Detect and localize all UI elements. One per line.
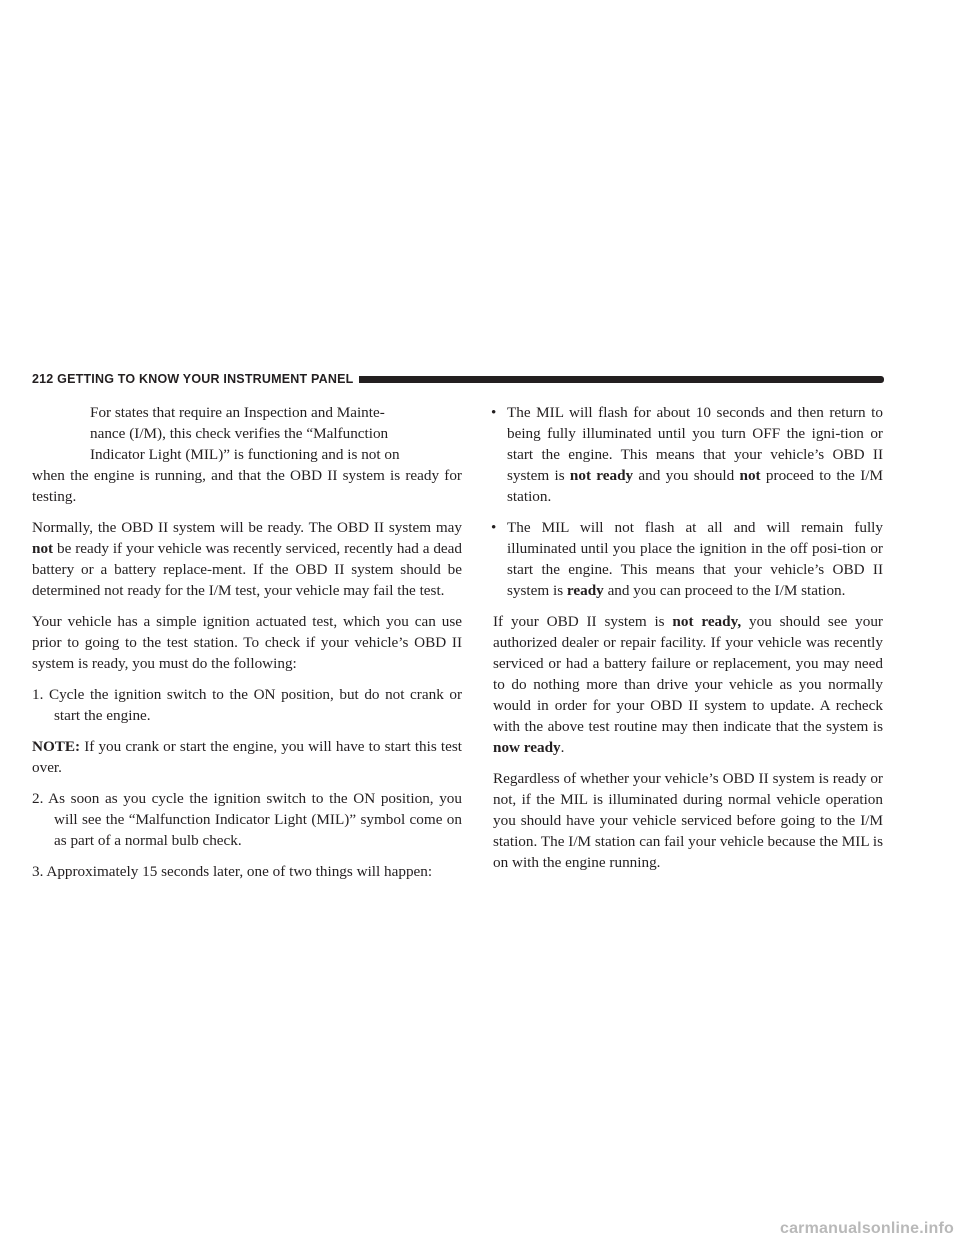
bullet-item-not-ready: [493, 402, 883, 507]
note-label: NOTE:: [32, 738, 81, 755]
bullet-2-bold-ready: ready: [566, 582, 604, 599]
header-rule: [359, 376, 884, 383]
note-paragraph: [32, 736, 462, 778]
step-3: 3. Approximately 15 seconds later, one of two things will happen:: [32, 863, 433, 880]
readiness-bold-not: not: [32, 540, 54, 557]
not-ready-paragraph: [493, 611, 883, 758]
header-text: [32, 372, 353, 386]
bullet-mark: •: [491, 519, 497, 536]
watermark: carmanualsonline.info: [779, 1220, 954, 1237]
bullet-1-bold-not: not: [739, 467, 761, 484]
not-ready-bold: not ready,: [672, 613, 742, 630]
readiness-text-a: Normally, the OBD II system will be ready. The OBD II system may: [32, 519, 462, 536]
right-column: [493, 402, 883, 883]
page-header: [32, 369, 884, 389]
readiness-paragraph: [32, 517, 462, 601]
test-intro-paragraph: Your vehicle has a simple ignition actuated test, which you can use prior to going to the test station. To check if your vehicle’s OBD II system is ready, you must do the following:: [32, 613, 462, 672]
bullet-1-bold-not-ready: not ready: [569, 467, 634, 484]
bullet-1-text-b: and you should: [633, 467, 740, 484]
step-1: 1. Cycle the ignition switch to the ON position, but do not crank or start the engine.: [32, 686, 462, 724]
intro-line-3: Indicator Light (MIL)” is functioning and is not on: [90, 446, 400, 463]
intro-paragraph: [32, 402, 462, 507]
step-2: 2. As soon as you cycle the ignition switch to the ON position, you will see the “Malfunction Indicator Light (MIL)” symbol come on as part of a normal bulb check.: [32, 790, 462, 849]
bullet-2-text-a: The MIL will not flash at all and will remain fully illuminated until you place the ignition in the off posi-tion or start the engine. This means that your vehicle’s OBD II system is: [507, 519, 883, 599]
intro-line-1: For states that require an Inspection and Mainte-: [90, 404, 385, 421]
left-column: [32, 402, 462, 892]
regardless-paragraph: Regardless of whether your vehicle’s OBD II system is ready or not, if the MIL is illuminated during normal vehicle operation you should have your vehicle serviced before going to the I/M station. The I/M station can fail your vehicle because the MIL is on with the engine running.: [493, 770, 883, 871]
bullet-item-ready: [493, 517, 883, 601]
page-number: 212: [32, 372, 54, 386]
not-ready-text-b: you should see your authorized dealer or repair facility. If your vehicle was recently serviced or had a battery failure or replacement, you may need to do nothing more than drive your vehicle as you normally would in order for your OBD II system to update. A recheck with the above test routine may then indicate that the system is: [493, 613, 883, 735]
bullet-mark: •: [491, 404, 497, 421]
bullet-1-text-a: The MIL will flash for about 10 seconds and then return to being fully illuminated until you turn OFF the igni-tion or start the engine. This means that your vehicle’s OBD II system is: [507, 404, 883, 484]
intro-line-2: nance (I/M), this check verifies the “Malfunction: [90, 425, 389, 442]
not-ready-text-a: If your OBD II system is: [493, 613, 673, 630]
note-text: If you crank or start the engine, you will have to start this test over.: [32, 738, 462, 776]
intro-line-4: when the engine is running, and that the OBD II system is ready for testing.: [32, 467, 462, 505]
section-title: GETTING TO KNOW YOUR INSTRUMENT PANEL: [57, 372, 354, 386]
bullet-2-text-b: and you can proceed to the I/M station.: [603, 582, 846, 599]
bullet-1-text-c: proceed to the I/M station.: [507, 467, 883, 505]
not-ready-text-c: .: [560, 739, 565, 756]
readiness-text-b: be ready if your vehicle was recently serviced, recently had a dead battery or a battery replace-ment. If the OBD II system should be determined not ready for the I/M test, your vehicle may fail the test.: [32, 540, 462, 599]
now-ready-bold: now ready: [493, 739, 561, 756]
